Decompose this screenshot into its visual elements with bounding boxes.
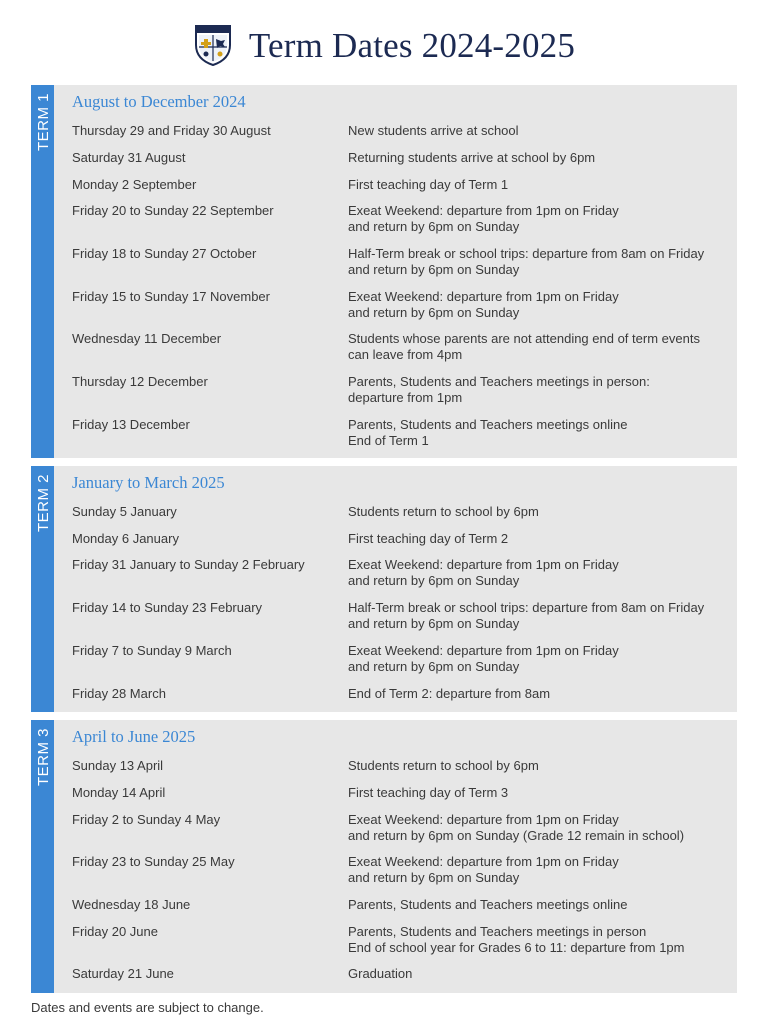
row-event <box>348 966 732 982</box>
term-tab-label: TERM 2 <box>35 474 52 533</box>
row-event <box>348 812 732 843</box>
row-event-line: First teaching day of Term 1 <box>348 177 509 192</box>
term-tab <box>31 720 54 993</box>
row-event <box>348 374 732 405</box>
row-event-line: and return by 6pm on Sunday <box>348 658 520 674</box>
row-event-line: Parents, Students and Teachers meetings online <box>348 897 628 912</box>
row-event-line: and return by 6pm on Sunday <box>348 261 520 277</box>
row-event-line: Exeat Weekend: departure from 1pm on Friday <box>348 812 619 827</box>
row-event <box>348 417 732 448</box>
term-tab-label: TERM 3 <box>35 728 52 787</box>
school-crest-icon <box>193 23 233 67</box>
row-date: Friday 2 to Sunday 4 May <box>72 812 221 827</box>
row-event <box>348 557 732 588</box>
row-event-line: First teaching day of Term 2 <box>348 531 509 546</box>
row-event <box>348 758 732 774</box>
row-event <box>348 150 732 166</box>
row-event-line: and return by 6pm on Sunday <box>348 572 520 588</box>
row-date: Friday 15 to Sunday 17 November <box>72 289 270 304</box>
row-date: Wednesday 11 December <box>72 331 222 346</box>
row-event-line: and return by 6pm on Sunday <box>348 218 520 234</box>
row-event <box>348 643 732 674</box>
row-date: Friday 20 to Sunday 22 September <box>72 203 274 218</box>
row-event <box>348 924 732 955</box>
row-event-line: and return by 6pm on Sunday <box>348 304 520 320</box>
term-tab <box>31 466 54 712</box>
row-event-line: Students whose parents are not attending end of term events <box>348 331 700 346</box>
term-tab <box>31 85 54 458</box>
row-event-line: Exeat Weekend: departure from 1pm on Friday <box>348 289 619 304</box>
row-event <box>348 331 732 362</box>
term-heading: January to March 2025 <box>72 473 225 492</box>
row-date: Friday 13 December <box>72 417 190 432</box>
row-event <box>348 246 732 277</box>
row-event-line: Returning students arrive at school by 6pm <box>348 150 596 165</box>
row-event <box>348 897 732 913</box>
row-event <box>348 177 732 193</box>
row-event <box>348 785 732 801</box>
row-event-line: Exeat Weekend: departure from 1pm on Friday <box>348 203 619 218</box>
term-heading: April to June 2025 <box>72 727 196 746</box>
row-event-line: Exeat Weekend: departure from 1pm on Friday <box>348 557 619 572</box>
term-tab-label: TERM 1 <box>35 93 52 152</box>
row-date: Thursday 12 December <box>72 374 208 389</box>
row-date: Saturday 21 June <box>72 966 174 981</box>
row-date: Sunday 5 January <box>72 504 177 519</box>
row-event <box>348 504 732 520</box>
row-event-line: and return by 6pm on Sunday (Grade 12 remain in school) <box>348 827 685 843</box>
page-title: Term Dates 2024-2025 <box>248 26 576 65</box>
row-event-line: departure from 1pm <box>348 389 463 405</box>
row-date: Thursday 29 and Friday 30 August <box>72 123 271 138</box>
row-date: Friday 20 June <box>72 924 158 939</box>
row-event-line: Half-Term break or school trips: departure from 8am on Friday <box>348 600 705 615</box>
row-event-line: Students return to school by 6pm <box>348 758 539 773</box>
row-date: Friday 31 January to Sunday 2 February <box>72 557 305 572</box>
row-event <box>348 203 732 234</box>
row-event <box>348 123 732 139</box>
row-event-line: and return by 6pm on Sunday <box>348 869 520 885</box>
row-event <box>348 854 732 885</box>
row-event-line: Exeat Weekend: departure from 1pm on Friday <box>348 643 619 658</box>
row-date: Monday 2 September <box>72 177 197 192</box>
row-event-line: End of Term 1 <box>348 432 429 448</box>
row-event-line: Parents, Students and Teachers meetings in person <box>348 924 647 939</box>
row-date: Saturday 31 August <box>72 150 186 165</box>
row-event-line: End of Term 2: departure from 8am <box>348 686 551 701</box>
row-event-line: Parents, Students and Teachers meetings online <box>348 417 628 432</box>
term-2-section <box>31 466 737 712</box>
row-date: Friday 18 to Sunday 27 October <box>72 246 257 261</box>
row-event-line: New students arrive at school <box>348 123 519 138</box>
row-event-line: Half-Term break or school trips: departure from 8am on Friday <box>348 246 705 261</box>
footnote: Dates and events are subject to change. <box>31 1000 264 1015</box>
row-event-line: End of school year for Grades 6 to 11: departure from 1pm <box>348 939 685 955</box>
row-event-line: Graduation <box>348 966 413 981</box>
row-date: Friday 23 to Sunday 25 May <box>72 854 235 869</box>
row-event-line: Students return to school by 6pm <box>348 504 539 519</box>
row-event-line: and return by 6pm on Sunday <box>348 615 520 631</box>
page-header <box>0 22 768 68</box>
row-date: Friday 28 March <box>72 686 166 701</box>
row-date: Monday 14 April <box>72 785 166 800</box>
row-event-line: Exeat Weekend: departure from 1pm on Friday <box>348 854 619 869</box>
row-event-line: can leave from 4pm <box>348 346 463 362</box>
row-event-line: First teaching day of Term 3 <box>348 785 509 800</box>
row-date: Friday 7 to Sunday 9 March <box>72 643 232 658</box>
row-date: Monday 6 January <box>72 531 179 546</box>
row-event <box>348 289 732 320</box>
row-date: Friday 14 to Sunday 23 February <box>72 600 263 615</box>
row-event <box>348 531 732 547</box>
row-event-line: Parents, Students and Teachers meetings in person: <box>348 374 650 389</box>
row-date: Sunday 13 April <box>72 758 164 773</box>
row-event <box>348 686 732 702</box>
term-1-section <box>31 85 737 458</box>
row-date: Wednesday 18 June <box>72 897 191 912</box>
row-event <box>348 600 732 631</box>
term-heading: August to December 2024 <box>72 92 246 111</box>
term-3-section <box>31 720 737 993</box>
